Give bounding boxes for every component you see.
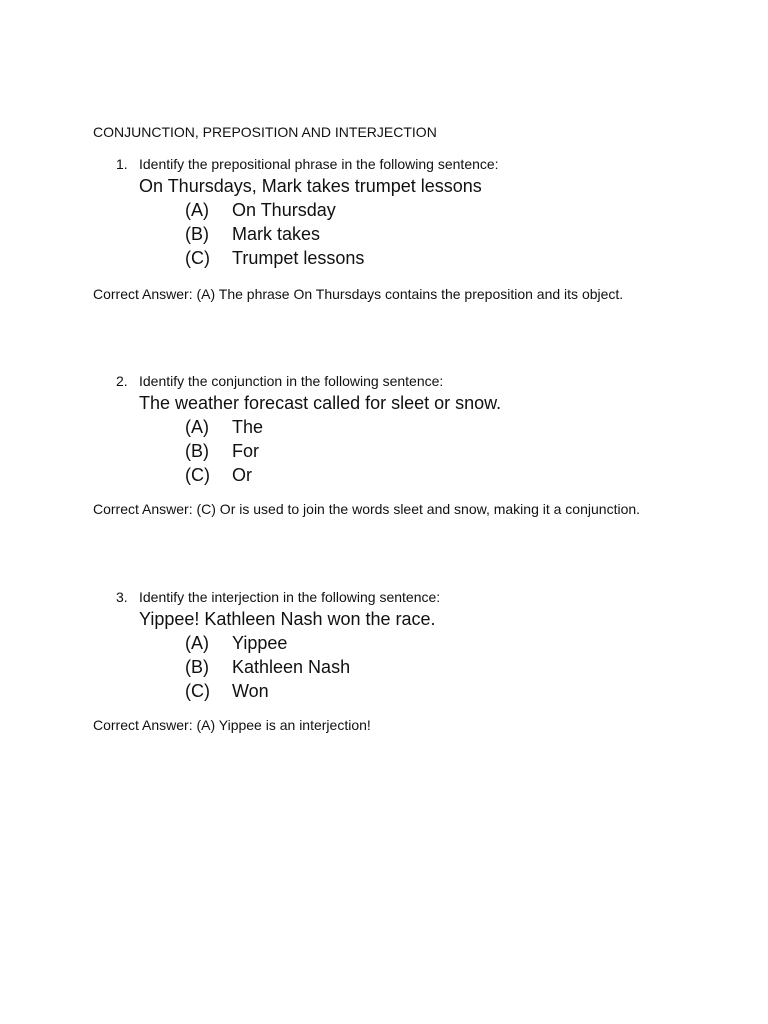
question-sentence: Yippee! Kathleen Nash won the race. (139, 609, 436, 629)
correct-answer-1: Correct Answer: (A) The phrase On Thursdays contains the preposition and its object. (93, 286, 624, 302)
choice-text: On Thursday (232, 200, 336, 220)
choice-letter: (C) (185, 681, 210, 701)
choice-text: Yippee (232, 633, 288, 653)
choice-letter: (B) (185, 657, 209, 677)
choice-letter: (C) (185, 465, 210, 485)
choice-b (185, 223, 320, 245)
correct-answer-3: Correct Answer: (A) Yippee is an interjection! (93, 717, 371, 733)
choice-text: Kathleen Nash (232, 657, 351, 677)
choice-letter: (C) (185, 248, 210, 268)
choice-letter: (A) (185, 417, 209, 437)
choice-a (185, 199, 336, 221)
choice-c (185, 247, 364, 269)
choice-a (185, 632, 287, 654)
choice-letter: (A) (185, 633, 209, 653)
choice-letter: (A) (185, 200, 209, 220)
choice-letter: (B) (185, 224, 209, 244)
question-text: Identify the interjection in the following sentence: (139, 589, 441, 605)
question-sentence: The weather forecast called for sleet or snow. (139, 393, 502, 413)
question-prompt (116, 588, 440, 606)
choice-text: Trumpet lessons (232, 248, 365, 268)
choice-c (185, 464, 252, 486)
question-text: Identify the prepositional phrase in the following sentence: (139, 156, 499, 172)
choice-c (185, 680, 269, 702)
question-prompt (116, 372, 443, 390)
choice-a (185, 416, 263, 438)
correct-answer-2: Correct Answer: (C) Or is used to join the words sleet and snow, making it a conjunction. (93, 501, 641, 517)
document-title: CONJUNCTION, PREPOSITION AND INTERJECTION (93, 124, 437, 140)
question-number: 2. (116, 373, 128, 389)
choice-b (185, 440, 259, 462)
question-sentence: On Thursdays, Mark takes trumpet lessons (139, 176, 482, 196)
question-prompt (116, 155, 499, 173)
choice-text: Won (232, 681, 269, 701)
choice-letter: (B) (185, 441, 209, 461)
choice-text: Mark takes (232, 224, 321, 244)
choice-text: The (232, 417, 264, 437)
question-text: Identify the conjunction in the following sentence: (139, 373, 444, 389)
choice-b (185, 656, 350, 678)
question-number: 1. (116, 156, 128, 172)
question-number: 3. (116, 589, 128, 605)
choice-text: Or (232, 465, 252, 485)
choice-text: For (232, 441, 259, 461)
